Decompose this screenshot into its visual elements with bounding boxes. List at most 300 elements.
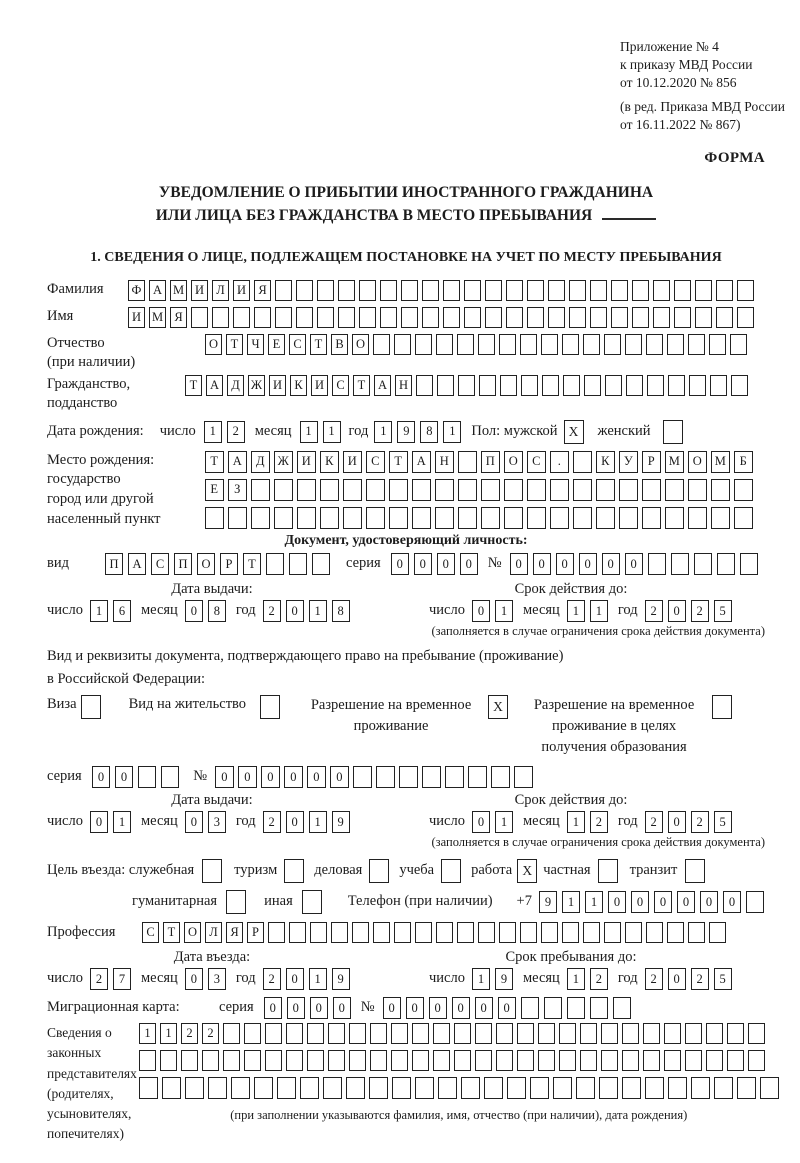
entry-day-cell[interactable]: 2 [90,968,108,990]
representatives-cell[interactable] [706,1050,723,1071]
surname-cell[interactable]: Л [212,280,229,301]
surname-cell[interactable] [296,280,313,301]
surname-cell[interactable] [527,280,544,301]
representatives-cell[interactable] [454,1050,471,1071]
id-expiry-year-cell[interactable]: 2 [691,600,709,622]
given-name-cell[interactable]: Я [170,307,187,328]
stay-expiry-year-cell[interactable]: 2 [691,811,709,833]
purpose-work-checkbox[interactable]: X [517,859,537,883]
birthplace-cell[interactable] [274,479,293,501]
stay-until-year-cell[interactable]: 5 [714,968,732,990]
representatives-cell[interactable] [162,1077,181,1099]
representatives-cell[interactable] [286,1023,303,1044]
migration-card-number-cell[interactable] [521,997,539,1019]
birthplace-cell[interactable] [573,451,592,473]
profession-cell[interactable] [562,922,579,943]
birthplace-cell[interactable] [228,507,247,529]
surname-cell[interactable]: М [170,280,187,301]
birthplace-cell[interactable]: К [320,451,339,473]
representatives-cell[interactable] [559,1050,576,1071]
profession-cell[interactable]: Т [163,922,180,943]
citizenship-cell[interactable] [605,375,622,396]
migration-card-number-cell[interactable] [590,997,608,1019]
stay-until-year-cell[interactable]: 0 [668,968,686,990]
given-name-cell[interactable] [653,307,670,328]
id-issue-day-cell[interactable]: 1 [90,600,108,622]
citizenship-cell[interactable] [689,375,706,396]
birthplace-cell[interactable] [642,479,661,501]
birthplace-cell[interactable] [550,479,569,501]
birthplace-cell[interactable] [366,479,385,501]
representatives-cell[interactable] [328,1050,345,1071]
representatives-cell[interactable] [685,1050,702,1071]
surname-cell[interactable] [380,280,397,301]
surname-cell[interactable] [611,280,628,301]
patronymic-cell[interactable] [457,334,474,355]
given-name-cell[interactable] [548,307,565,328]
representatives-cell[interactable] [760,1077,779,1099]
patronymic-cell[interactable] [730,334,747,355]
birthplace-cell[interactable] [527,479,546,501]
patronymic-cell[interactable]: Т [226,334,243,355]
birthplace-cell[interactable] [688,507,707,529]
id-expiry-day-cell[interactable]: 0 [472,600,490,622]
stay-until-month-cell[interactable]: 2 [590,968,608,990]
birthplace-cell[interactable] [734,507,753,529]
doc-type-cell[interactable]: П [105,553,123,575]
birth-day-cell[interactable]: 2 [227,421,245,443]
given-name-cell[interactable] [401,307,418,328]
citizenship-cell[interactable] [500,375,517,396]
phone-cell[interactable]: 0 [700,891,718,913]
stay-doc-number-cell[interactable]: 0 [261,766,280,788]
given-name-cell[interactable] [611,307,628,328]
surname-cell[interactable] [569,280,586,301]
profession-cell[interactable] [289,922,306,943]
stay-doc-series-cell[interactable] [138,766,157,788]
given-name-cell[interactable] [590,307,607,328]
representatives-cell[interactable] [461,1077,480,1099]
representatives-cell[interactable] [265,1050,282,1071]
patronymic-cell[interactable]: Т [310,334,327,355]
migration-card-number-cell[interactable]: 0 [429,997,447,1019]
representatives-cell[interactable] [438,1077,457,1099]
representatives-cell[interactable] [300,1077,319,1099]
birthplace-cell[interactable] [527,507,546,529]
citizenship-cell[interactable]: А [206,375,223,396]
representatives-cell[interactable] [727,1050,744,1071]
doc-series-cell[interactable]: 0 [460,553,478,575]
doc-number-cell[interactable]: 0 [556,553,574,575]
birthplace-cell[interactable]: Б [734,451,753,473]
doc-type-cell[interactable] [312,553,330,575]
citizenship-cell[interactable] [626,375,643,396]
birthplace-cell[interactable]: А [228,451,247,473]
profession-cell[interactable] [352,922,369,943]
migration-card-series-cell[interactable]: 0 [333,997,351,1019]
birthplace-cell[interactable] [435,479,454,501]
migration-card-number-cell[interactable]: 0 [498,997,516,1019]
citizenship-cell[interactable] [521,375,538,396]
representatives-cell[interactable] [664,1023,681,1044]
representatives-cell[interactable] [454,1023,471,1044]
stay-issue-day-cell[interactable]: 1 [113,811,131,833]
entry-year-cell[interactable]: 1 [309,968,327,990]
birthplace-cell[interactable] [504,507,523,529]
representatives-cell[interactable] [244,1023,261,1044]
birthplace-cell[interactable] [481,479,500,501]
birth-year-cell[interactable]: 9 [397,421,415,443]
birthplace-cell[interactable] [481,507,500,529]
stay-doc-number-cell[interactable] [422,766,441,788]
given-name-cell[interactable] [506,307,523,328]
stay-doc-number-cell[interactable] [353,766,372,788]
patronymic-cell[interactable] [436,334,453,355]
birthplace-cell[interactable] [711,507,730,529]
representatives-cell[interactable] [433,1023,450,1044]
surname-cell[interactable] [359,280,376,301]
stay-issue-month-cell[interactable]: 3 [208,811,226,833]
profession-cell[interactable] [478,922,495,943]
stay-expiry-day-cell[interactable]: 1 [495,811,513,833]
birthplace-cell[interactable] [389,479,408,501]
birthplace-cell[interactable]: М [665,451,684,473]
birthplace-cell[interactable] [573,507,592,529]
id-issue-year-cell[interactable]: 1 [309,600,327,622]
surname-cell[interactable]: И [233,280,250,301]
doc-type-cell[interactable] [266,553,284,575]
patronymic-cell[interactable]: О [352,334,369,355]
birthplace-cell[interactable] [251,479,270,501]
patronymic-cell[interactable] [583,334,600,355]
surname-cell[interactable] [590,280,607,301]
representatives-cell[interactable] [496,1050,513,1071]
phone-cell[interactable]: 1 [585,891,603,913]
profession-cell[interactable] [625,922,642,943]
surname-cell[interactable] [422,280,439,301]
patronymic-cell[interactable] [541,334,558,355]
id-expiry-year-cell[interactable]: 2 [645,600,663,622]
birthplace-cell[interactable]: З [228,479,247,501]
id-expiry-day-cell[interactable]: 1 [495,600,513,622]
citizenship-cell[interactable] [731,375,748,396]
purpose-transit-checkbox[interactable] [685,859,705,883]
representatives-cell[interactable] [328,1023,345,1044]
birthplace-cell[interactable]: Т [389,451,408,473]
profession-cell[interactable]: О [184,922,201,943]
patronymic-cell[interactable]: В [331,334,348,355]
birthplace-cell[interactable] [343,507,362,529]
representatives-cell[interactable] [346,1077,365,1099]
id-issue-month-cell[interactable]: 0 [185,600,203,622]
stay-doc-series-cell[interactable]: 0 [92,766,111,788]
doc-type-cell[interactable]: Р [220,553,238,575]
patronymic-cell[interactable] [520,334,537,355]
citizenship-cell[interactable]: С [332,375,349,396]
phone-cell[interactable]: 1 [562,891,580,913]
surname-cell[interactable]: А [149,280,166,301]
citizenship-cell[interactable]: Т [185,375,202,396]
representatives-cell[interactable] [369,1077,388,1099]
id-issue-year-cell[interactable]: 0 [286,600,304,622]
birthplace-cell[interactable]: О [504,451,523,473]
id-issue-year-cell[interactable]: 2 [263,600,281,622]
stay-expiry-month-cell[interactable]: 1 [567,811,585,833]
given-name-cell[interactable] [485,307,502,328]
birthplace-cell[interactable]: П [481,451,500,473]
birthplace-cell[interactable] [573,479,592,501]
given-name-cell[interactable] [569,307,586,328]
visa-checkbox[interactable] [81,695,101,719]
entry-year-cell[interactable]: 2 [263,968,281,990]
birthplace-cell[interactable] [688,479,707,501]
doc-number-cell[interactable]: 0 [533,553,551,575]
representatives-cell[interactable] [517,1050,534,1071]
patronymic-cell[interactable]: Е [268,334,285,355]
citizenship-cell[interactable]: И [269,375,286,396]
birthplace-cell[interactable] [458,507,477,529]
stay-doc-series-cell[interactable] [161,766,180,788]
surname-cell[interactable] [695,280,712,301]
representatives-cell[interactable]: 2 [181,1023,198,1044]
migration-card-series-cell[interactable]: 0 [264,997,282,1019]
patronymic-cell[interactable] [499,334,516,355]
migration-card-series-cell[interactable]: 0 [310,997,328,1019]
stay-issue-year-cell[interactable]: 0 [286,811,304,833]
purpose-other-checkbox[interactable] [302,890,322,914]
migration-card-number-cell[interactable]: 0 [383,997,401,1019]
id-expiry-month-cell[interactable]: 1 [590,600,608,622]
patronymic-cell[interactable] [604,334,621,355]
phone-cell[interactable]: 0 [723,891,741,913]
representatives-cell[interactable] [139,1077,158,1099]
representatives-cell[interactable] [576,1077,595,1099]
migration-card-number-cell[interactable]: 0 [406,997,424,1019]
representatives-cell[interactable] [685,1023,702,1044]
citizenship-cell[interactable]: Т [353,375,370,396]
profession-cell[interactable]: Р [247,922,264,943]
given-name-cell[interactable] [338,307,355,328]
surname-cell[interactable] [506,280,523,301]
id-issue-month-cell[interactable]: 8 [208,600,226,622]
profession-cell[interactable] [520,922,537,943]
birth-year-cell[interactable]: 1 [374,421,392,443]
patronymic-cell[interactable] [646,334,663,355]
profession-cell[interactable] [331,922,348,943]
migration-card-number-cell[interactable] [567,997,585,1019]
phone-cell[interactable]: 0 [608,891,626,913]
residence-permit-checkbox[interactable] [260,695,280,719]
stay-doc-number-cell[interactable]: 0 [284,766,303,788]
stay-issue-month-cell[interactable]: 0 [185,811,203,833]
representatives-cell[interactable] [202,1050,219,1071]
birthplace-cell[interactable] [251,507,270,529]
birthplace-cell[interactable]: О [688,451,707,473]
stay-until-day-cell[interactable]: 1 [472,968,490,990]
surname-cell[interactable] [464,280,481,301]
profession-cell[interactable] [604,922,621,943]
birthplace-cell[interactable] [550,507,569,529]
birthplace-cell[interactable]: Р [642,451,661,473]
purpose-business-checkbox[interactable] [369,859,389,883]
representatives-cell[interactable] [748,1023,765,1044]
birth-year-cell[interactable]: 1 [443,421,461,443]
doc-number-cell[interactable] [740,553,758,575]
id-expiry-year-cell[interactable]: 0 [668,600,686,622]
patronymic-cell[interactable] [562,334,579,355]
given-name-cell[interactable] [380,307,397,328]
given-name-cell[interactable] [254,307,271,328]
representatives-cell[interactable] [622,1050,639,1071]
representatives-cell[interactable] [553,1077,572,1099]
stay-doc-number-cell[interactable]: 0 [238,766,257,788]
representatives-cell[interactable] [392,1077,411,1099]
representatives-cell[interactable] [691,1077,710,1099]
profession-cell[interactable] [310,922,327,943]
citizenship-cell[interactable]: Ж [248,375,265,396]
profession-cell[interactable] [457,922,474,943]
citizenship-cell[interactable] [710,375,727,396]
representatives-cell[interactable] [254,1077,273,1099]
patronymic-cell[interactable] [373,334,390,355]
entry-year-cell[interactable]: 0 [286,968,304,990]
birthplace-cell[interactable] [274,507,293,529]
profession-cell[interactable] [688,922,705,943]
migration-card-number-cell[interactable] [544,997,562,1019]
representatives-cell[interactable] [622,1023,639,1044]
given-name-cell[interactable] [695,307,712,328]
representatives-cell[interactable] [185,1077,204,1099]
representatives-cell[interactable] [208,1077,227,1099]
representatives-cell[interactable] [601,1050,618,1071]
sex-female-checkbox[interactable] [663,420,683,444]
stay-doc-number-cell[interactable]: 0 [330,766,349,788]
profession-cell[interactable]: С [142,922,159,943]
stay-doc-number-cell[interactable] [445,766,464,788]
surname-cell[interactable] [338,280,355,301]
birthplace-cell[interactable] [665,507,684,529]
profession-cell[interactable]: Я [226,922,243,943]
given-name-cell[interactable] [737,307,754,328]
temp-residence-checkbox[interactable]: X [488,695,508,719]
patronymic-cell[interactable]: С [289,334,306,355]
phone-cell[interactable]: 0 [631,891,649,913]
representatives-cell[interactable] [530,1077,549,1099]
stay-issue-year-cell[interactable]: 2 [263,811,281,833]
birthplace-cell[interactable] [619,479,638,501]
stay-doc-number-cell[interactable] [514,766,533,788]
surname-cell[interactable] [317,280,334,301]
birthplace-cell[interactable]: И [297,451,316,473]
birthplace-cell[interactable]: У [619,451,638,473]
stay-expiry-month-cell[interactable]: 2 [590,811,608,833]
surname-cell[interactable] [632,280,649,301]
citizenship-cell[interactable] [458,375,475,396]
phone-cell[interactable]: 0 [677,891,695,913]
given-name-cell[interactable]: М [149,307,166,328]
representatives-cell[interactable] [139,1050,156,1071]
phone-cell[interactable] [746,891,764,913]
given-name-cell[interactable] [275,307,292,328]
surname-cell[interactable] [716,280,733,301]
representatives-cell[interactable] [412,1023,429,1044]
profession-cell[interactable] [646,922,663,943]
birthplace-cell[interactable]: К [596,451,615,473]
doc-number-cell[interactable]: 0 [579,553,597,575]
surname-cell[interactable] [653,280,670,301]
birthplace-cell[interactable] [320,479,339,501]
given-name-cell[interactable] [674,307,691,328]
representatives-cell[interactable] [349,1050,366,1071]
citizenship-cell[interactable] [563,375,580,396]
birthplace-cell[interactable] [619,507,638,529]
doc-series-cell[interactable]: 0 [414,553,432,575]
birthplace-cell[interactable] [205,507,224,529]
patronymic-cell[interactable] [709,334,726,355]
doc-type-cell[interactable]: С [151,553,169,575]
surname-cell[interactable] [548,280,565,301]
stay-doc-number-cell[interactable] [468,766,487,788]
representatives-cell[interactable] [538,1050,555,1071]
representatives-cell[interactable] [412,1050,429,1071]
birth-year-cell[interactable]: 8 [420,421,438,443]
profession-cell[interactable] [541,922,558,943]
id-expiry-year-cell[interactable]: 5 [714,600,732,622]
birthplace-cell[interactable] [297,507,316,529]
representatives-cell[interactable] [714,1077,733,1099]
surname-cell[interactable] [443,280,460,301]
citizenship-cell[interactable] [437,375,454,396]
stay-doc-number-cell[interactable] [491,766,510,788]
migration-card-number-cell[interactable] [613,997,631,1019]
representatives-cell[interactable] [475,1023,492,1044]
citizenship-cell[interactable] [416,375,433,396]
representatives-cell[interactable] [349,1023,366,1044]
purpose-private-checkbox[interactable] [598,859,618,883]
representatives-cell[interactable] [370,1050,387,1071]
profession-cell[interactable] [394,922,411,943]
stay-doc-number-cell[interactable] [399,766,418,788]
entry-month-cell[interactable]: 0 [185,968,203,990]
representatives-cell[interactable] [668,1077,687,1099]
birthplace-cell[interactable] [297,479,316,501]
purpose-study-checkbox[interactable] [441,859,461,883]
representatives-cell[interactable] [475,1050,492,1071]
doc-number-cell[interactable] [648,553,666,575]
stay-issue-year-cell[interactable]: 9 [332,811,350,833]
birth-day-cell[interactable]: 1 [204,421,222,443]
surname-cell[interactable]: Я [254,280,271,301]
birthplace-cell[interactable] [435,507,454,529]
doc-type-cell[interactable]: Т [243,553,261,575]
stay-doc-number-cell[interactable]: 0 [307,766,326,788]
citizenship-cell[interactable]: К [290,375,307,396]
phone-cell[interactable]: 9 [539,891,557,913]
purpose-humanitarian-checkbox[interactable] [226,890,246,914]
doc-type-cell[interactable] [289,553,307,575]
stay-until-month-cell[interactable]: 1 [567,968,585,990]
doc-type-cell[interactable]: А [128,553,146,575]
purpose-tourism-checkbox[interactable] [284,859,304,883]
patronymic-cell[interactable] [415,334,432,355]
birthplace-cell[interactable] [642,507,661,529]
representatives-cell[interactable] [559,1023,576,1044]
representatives-cell[interactable]: 2 [202,1023,219,1044]
representatives-cell[interactable] [706,1023,723,1044]
representatives-cell[interactable] [580,1050,597,1071]
representatives-cell[interactable] [277,1077,296,1099]
doc-number-cell[interactable] [694,553,712,575]
